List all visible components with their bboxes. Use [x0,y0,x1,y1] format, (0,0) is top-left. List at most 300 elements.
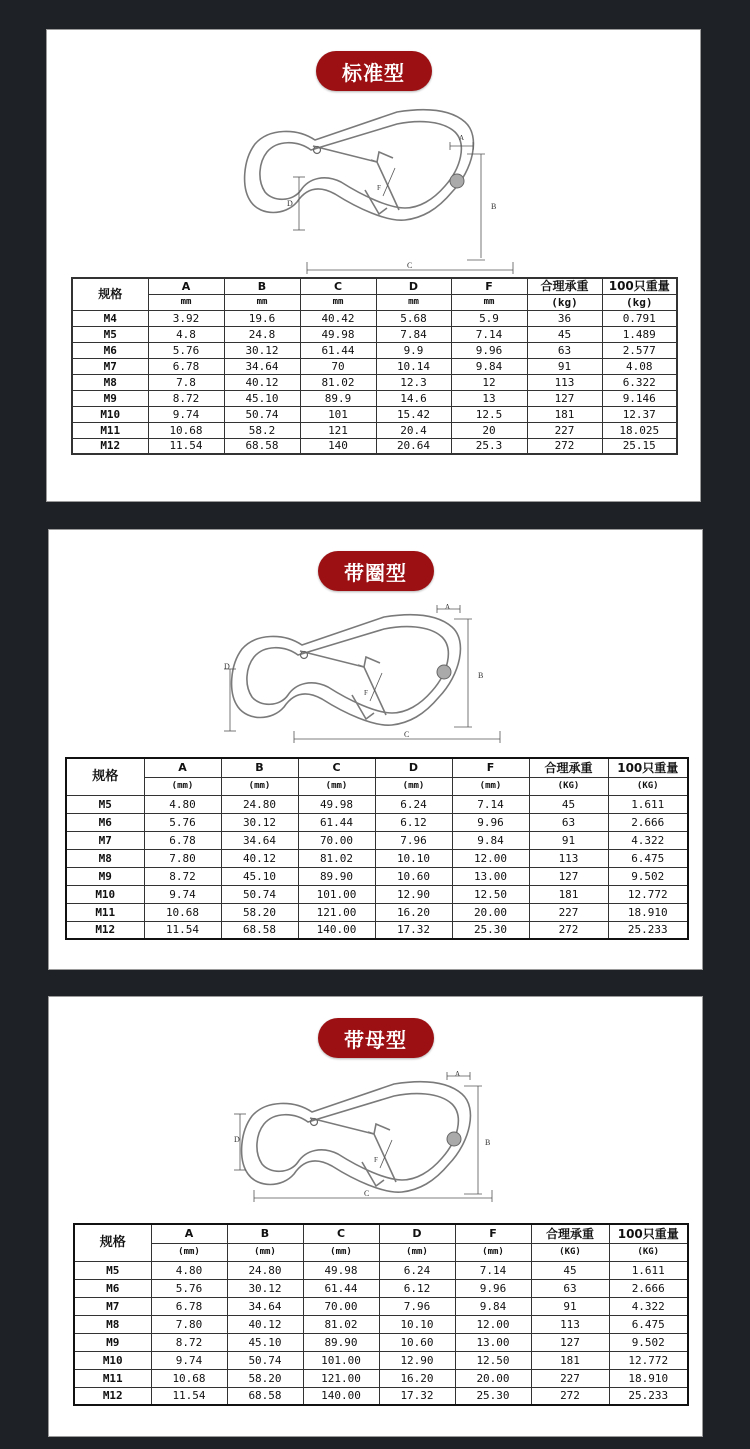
table-cell: 63 [531,1279,609,1297]
table-cell: 89.9 [300,390,376,406]
table-cell: 10.68 [144,903,221,921]
column-header: B [224,278,300,294]
table-cell: 0.791 [602,310,677,326]
table-cell: 16.20 [375,903,452,921]
table-cell: 13 [451,390,527,406]
table-cell: 113 [529,849,608,867]
column-header: F [452,758,529,777]
table-cell: 45 [527,326,602,342]
row-spec-cell: M11 [74,1369,151,1387]
spec-header-cell: 规格 [72,278,148,310]
unit-cell: (mm) [375,777,452,795]
column-header: D [375,758,452,777]
unit-cell: (mm) [303,1243,379,1261]
table-cell: 7.96 [379,1297,455,1315]
table-cell: 12.37 [602,406,677,422]
table-row [72,438,677,454]
table-cell: 45.10 [221,867,298,885]
section-ring [48,529,703,970]
table-cell: 9.146 [602,390,677,406]
table-cell: 11.54 [148,438,224,454]
table-cell: 68.58 [221,921,298,939]
table-cell: 12.5 [451,406,527,422]
table-cell: 6.24 [379,1261,455,1279]
table-cell: 6.78 [148,358,224,374]
dim-label-f: F [364,689,368,697]
table-cell: 18.910 [608,903,688,921]
screw-hole [450,174,464,188]
table-cell: 10.14 [376,358,451,374]
row-spec-cell: M8 [72,374,148,390]
unit-cell: (mm) [455,1243,531,1261]
row-spec-cell: M9 [66,867,144,885]
table-cell: 2.666 [608,813,688,831]
section-nut [48,996,703,1437]
table-row [72,374,677,390]
row-spec-cell: M10 [72,406,148,422]
table-cell: 89.90 [298,867,375,885]
table-cell: 45 [531,1261,609,1279]
table-cell: 12.90 [379,1351,455,1369]
unit-cell: mm [300,294,376,310]
table-cell: 13.00 [452,867,529,885]
column-header: F [451,278,527,294]
table-cell: 272 [527,438,602,454]
table-cell: 113 [527,374,602,390]
table-cell: 61.44 [303,1279,379,1297]
row-spec-cell: M10 [66,885,144,903]
unit-cell: (KG) [609,1243,688,1261]
table-cell: 25.233 [608,921,688,939]
carabiner-diagram [237,102,517,270]
section-standard [46,29,701,502]
column-header: A [148,278,224,294]
column-header: B [227,1224,303,1243]
table-cell: 9.9 [376,342,451,358]
row-spec-cell: M7 [72,358,148,374]
table-cell: 9.74 [148,406,224,422]
row-spec-cell: M5 [72,326,148,342]
row-spec-cell: M12 [66,921,144,939]
table-cell: 6.12 [379,1279,455,1297]
table-cell: 70.00 [303,1297,379,1315]
table-cell: 9.84 [451,358,527,374]
table-cell: 45.10 [227,1333,303,1351]
unit-row [74,1243,688,1261]
unit-cell: (mm) [227,1243,303,1261]
table-cell: 40.12 [224,374,300,390]
table-cell: 12.90 [375,885,452,903]
table-cell: 70 [300,358,376,374]
table-row [74,1315,688,1333]
unit-cell: (KG) [529,777,608,795]
table-cell: 10.60 [375,867,452,885]
spec-table [73,1223,689,1406]
table-cell: 50.74 [224,406,300,422]
table-cell: 121.00 [298,903,375,921]
unit-cell: (mm) [298,777,375,795]
table-cell: 4.8 [148,326,224,342]
table-cell: 121.00 [303,1369,379,1387]
table-cell: 1.611 [608,795,688,813]
row-spec-cell: M11 [66,903,144,921]
table-cell: 9.74 [144,885,221,903]
table-cell: 272 [531,1387,609,1405]
column-header: 100只重量 [609,1224,688,1243]
row-spec-cell: M7 [66,831,144,849]
column-header: 合理承重 [527,278,602,294]
carabiner-diagram [224,603,504,751]
table-row [66,903,688,921]
table-cell: 4.08 [602,358,677,374]
table-cell: 34.64 [221,831,298,849]
table-cell: 10.10 [379,1315,455,1333]
dim-label-b: B [491,202,497,211]
table-cell: 181 [527,406,602,422]
table-cell: 11.54 [144,921,221,939]
table-cell: 4.322 [608,831,688,849]
table-cell: 2.666 [609,1279,688,1297]
dim-label-c: C [404,730,410,739]
table-cell: 58.2 [224,422,300,438]
section-title-badge: 标准型 [316,51,432,91]
unit-cell: (KG) [531,1243,609,1261]
dim-label-f: F [374,1156,378,1164]
table-cell: 5.76 [148,342,224,358]
table-cell: 10.10 [375,849,452,867]
table-cell: 5.76 [151,1279,227,1297]
row-spec-cell: M4 [72,310,148,326]
table-row [66,831,688,849]
table-cell: 91 [529,831,608,849]
dim-label-a: A [445,603,451,611]
table-row [74,1279,688,1297]
screw-hole [437,665,451,679]
table-cell: 127 [527,390,602,406]
table-cell: 25.30 [455,1387,531,1405]
table-cell: 10.68 [148,422,224,438]
table-cell: 58.20 [221,903,298,921]
table-cell: 19.6 [224,310,300,326]
table-row [72,342,677,358]
table-cell: 7.14 [451,326,527,342]
section-title-badge: 带圈型 [318,551,434,591]
column-header: D [376,278,451,294]
table-cell: 81.02 [300,374,376,390]
table-cell: 8.72 [144,867,221,885]
table-cell: 34.64 [227,1297,303,1315]
row-spec-cell: M7 [74,1297,151,1315]
table-cell: 7.80 [151,1315,227,1333]
unit-cell: (kg) [527,294,602,310]
table-cell: 14.6 [376,390,451,406]
table-cell: 12.50 [452,885,529,903]
dim-label-b: B [485,1138,491,1147]
unit-cell: mm [148,294,224,310]
header-row [74,1224,688,1243]
table-cell: 9.96 [451,342,527,358]
spec-header-cell: 规格 [66,758,144,795]
column-header: A [151,1224,227,1243]
table-cell: 9.84 [452,831,529,849]
table-cell: 227 [529,903,608,921]
table-cell: 121 [300,422,376,438]
table-cell: 89.90 [303,1333,379,1351]
row-spec-cell: M6 [72,342,148,358]
table-row [74,1351,688,1369]
table-cell: 5.68 [376,310,451,326]
table-cell: 101.00 [303,1351,379,1369]
column-header: F [455,1224,531,1243]
table-cell: 6.322 [602,374,677,390]
table-cell: 12.00 [455,1315,531,1333]
column-header: B [221,758,298,777]
table-cell: 11.54 [151,1387,227,1405]
carabiner-diagram [234,1070,514,1218]
table-cell: 181 [529,885,608,903]
table-cell: 50.74 [227,1351,303,1369]
table-cell: 58.20 [227,1369,303,1387]
table-cell: 12.772 [608,885,688,903]
table-cell: 50.74 [221,885,298,903]
table-cell: 20.64 [376,438,451,454]
table-cell: 9.96 [455,1279,531,1297]
table-cell: 3.92 [148,310,224,326]
row-spec-cell: M9 [74,1333,151,1351]
table-row [72,326,677,342]
table-cell: 7.96 [375,831,452,849]
table-cell: 20 [451,422,527,438]
table-cell: 12.00 [452,849,529,867]
table-cell: 7.8 [148,374,224,390]
table-cell: 40.42 [300,310,376,326]
table-cell: 49.98 [303,1261,379,1279]
table-row [74,1333,688,1351]
table-cell: 140.00 [298,921,375,939]
table-cell: 9.96 [452,813,529,831]
table-cell: 12.772 [609,1351,688,1369]
table-cell: 6.475 [609,1315,688,1333]
table-cell: 7.14 [455,1261,531,1279]
hook-outline [232,615,461,725]
table-cell: 101.00 [298,885,375,903]
unit-cell: mm [224,294,300,310]
hook-outline [242,1082,471,1192]
table-cell: 16.20 [379,1369,455,1387]
row-spec-cell: M5 [66,795,144,813]
table-cell: 15.42 [376,406,451,422]
table-row [66,921,688,939]
table-cell: 1.611 [609,1261,688,1279]
table-row [74,1369,688,1387]
row-spec-cell: M8 [74,1315,151,1333]
table-cell: 18.910 [609,1369,688,1387]
dim-label-d: D [234,1135,240,1144]
spec-table [71,277,678,455]
table-row [66,849,688,867]
table-cell: 63 [527,342,602,358]
table-cell: 17.32 [375,921,452,939]
table-cell: 24.8 [224,326,300,342]
table-cell: 181 [531,1351,609,1369]
table-cell: 25.30 [452,921,529,939]
unit-cell: (mm) [144,777,221,795]
table-row [72,390,677,406]
table-cell: 7.80 [144,849,221,867]
column-header: 100只重量 [608,758,688,777]
table-cell: 8.72 [148,390,224,406]
table-cell: 45.10 [224,390,300,406]
table-row [72,422,677,438]
header-row [72,278,677,294]
table-cell: 6.78 [151,1297,227,1315]
table-cell: 5.76 [144,813,221,831]
table-cell: 20.4 [376,422,451,438]
row-spec-cell: M11 [72,422,148,438]
hook-outline [245,110,474,220]
unit-cell: (mm) [379,1243,455,1261]
table-row [72,406,677,422]
unit-cell: mm [451,294,527,310]
table-cell: 272 [529,921,608,939]
table-cell: 34.64 [224,358,300,374]
table-cell: 6.475 [608,849,688,867]
table-cell: 2.577 [602,342,677,358]
table-cell: 30.12 [227,1279,303,1297]
table-cell: 113 [531,1315,609,1333]
dim-label-c: C [407,261,413,270]
table-row [66,813,688,831]
table-cell: 61.44 [298,813,375,831]
table-row [74,1261,688,1279]
table-cell: 140 [300,438,376,454]
unit-cell: (mm) [151,1243,227,1261]
table-cell: 12.3 [376,374,451,390]
table-cell: 140.00 [303,1387,379,1405]
dim-label-a: A [455,1070,461,1078]
table-row [66,867,688,885]
column-header: A [144,758,221,777]
table-cell: 40.12 [221,849,298,867]
table-row [66,795,688,813]
table-cell: 9.74 [151,1351,227,1369]
table-cell: 9.502 [609,1333,688,1351]
table-cell: 91 [527,358,602,374]
dimension-lines [224,605,500,743]
table-cell: 81.02 [298,849,375,867]
dim-label-f: F [377,184,381,192]
table-cell: 7.14 [452,795,529,813]
table-cell: 1.489 [602,326,677,342]
table-cell: 9.502 [608,867,688,885]
column-header: C [298,758,375,777]
table-cell: 25.233 [609,1387,688,1405]
unit-row [72,294,677,310]
column-header: C [303,1224,379,1243]
column-header: 合理承重 [529,758,608,777]
table-cell: 81.02 [303,1315,379,1333]
table-cell: 68.58 [227,1387,303,1405]
table-cell: 10.68 [151,1369,227,1387]
table-cell: 25.15 [602,438,677,454]
table-cell: 5.9 [451,310,527,326]
table-row [66,885,688,903]
column-header: 100只重量 [602,278,677,294]
table-cell: 127 [529,867,608,885]
table-cell: 91 [531,1297,609,1315]
table-cell: 227 [527,422,602,438]
row-spec-cell: M10 [74,1351,151,1369]
row-spec-cell: M9 [72,390,148,406]
table-cell: 8.72 [151,1333,227,1351]
dim-label-c: C [364,1189,370,1198]
table-cell: 45 [529,795,608,813]
dim-label-a: A [459,134,465,142]
spec-table [65,757,689,940]
table-cell: 227 [531,1369,609,1387]
table-cell: 18.025 [602,422,677,438]
table-cell: 10.60 [379,1333,455,1351]
table-cell: 4.80 [151,1261,227,1279]
table-cell: 70.00 [298,831,375,849]
table-cell: 24.80 [227,1261,303,1279]
table-cell: 4.322 [609,1297,688,1315]
table-cell: 12.50 [455,1351,531,1369]
screw-hole [447,1132,461,1146]
table-row [74,1297,688,1315]
spec-header-cell: 规格 [74,1224,151,1261]
unit-cell: (mm) [452,777,529,795]
unit-cell: (kg) [602,294,677,310]
table-cell: 25.3 [451,438,527,454]
table-cell: 61.44 [300,342,376,358]
table-cell: 63 [529,813,608,831]
dim-label-d: D [224,662,230,671]
table-cell: 127 [531,1333,609,1351]
table-cell: 49.98 [298,795,375,813]
table-cell: 4.80 [144,795,221,813]
row-spec-cell: M5 [74,1261,151,1279]
table-cell: 6.24 [375,795,452,813]
dim-label-b: B [478,671,484,680]
table-cell: 101 [300,406,376,422]
row-spec-cell: M12 [72,438,148,454]
table-cell: 30.12 [221,813,298,831]
column-header: 合理承重 [531,1224,609,1243]
unit-cell: mm [376,294,451,310]
table-cell: 20.00 [455,1369,531,1387]
row-spec-cell: M12 [74,1387,151,1405]
table-cell: 20.00 [452,903,529,921]
table-cell: 30.12 [224,342,300,358]
table-cell: 6.12 [375,813,452,831]
table-cell: 9.84 [455,1297,531,1315]
table-row [72,358,677,374]
row-spec-cell: M8 [66,849,144,867]
header-row [66,758,688,777]
table-cell: 13.00 [455,1333,531,1351]
table-cell: 36 [527,310,602,326]
table-cell: 24.80 [221,795,298,813]
section-title-badge: 带母型 [318,1018,434,1058]
table-cell: 6.78 [144,831,221,849]
unit-cell: (mm) [221,777,298,795]
row-spec-cell: M6 [66,813,144,831]
unit-cell: (KG) [608,777,688,795]
dim-label-d: D [287,199,293,208]
column-header: D [379,1224,455,1243]
table-cell: 7.84 [376,326,451,342]
